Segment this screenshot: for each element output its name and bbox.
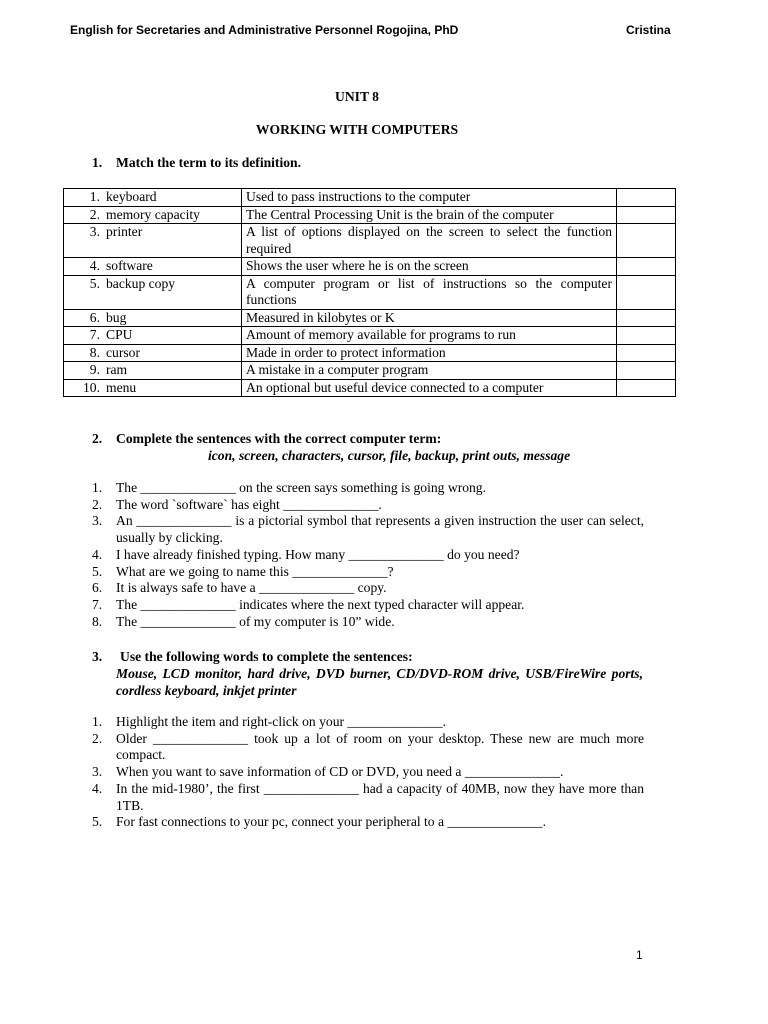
term-number: 4. <box>89 258 100 273</box>
term-text: backup copy <box>106 275 176 291</box>
definition-cell: Measured in kilobytes or K <box>242 309 617 327</box>
term-number: 2. <box>89 206 100 222</box>
answer-cell[interactable] <box>617 362 676 380</box>
item-number: 2. <box>92 730 103 746</box>
definition-cell: Amount of memory available for programs to run <box>242 327 617 345</box>
list-item <box>92 731 644 764</box>
item-number: 1. <box>92 480 103 495</box>
term-cell <box>64 258 242 276</box>
item-number: 4. <box>92 780 103 796</box>
term-text: printer <box>106 224 143 239</box>
table-row <box>64 275 676 309</box>
item-sentence: Highlight the item and right-click on your ______________. <box>116 714 446 729</box>
item-number: 5. <box>92 814 103 830</box>
unit-label: UNIT 8 <box>335 89 379 104</box>
answer-cell[interactable] <box>617 189 676 207</box>
term-number: 1. <box>89 189 100 204</box>
answer-cell[interactable] <box>617 344 676 362</box>
list-item <box>92 614 644 631</box>
definition-cell: A list of options displayed on the screen to select the function required <box>242 224 617 258</box>
section-2-list <box>92 480 644 630</box>
term-number: 6. <box>89 309 100 325</box>
header-author-course: English for Secretaries and Administrative Personnel Rogojina, PhD <box>70 23 459 37</box>
section-2-word-bank: icon, screen, characters, cursor, file, backup, print outs, message <box>208 448 571 463</box>
item-sentence: Older ______________ took up a lot of room on your desktop. These new are much more compact. <box>116 730 644 763</box>
item-number: 4. <box>92 546 103 562</box>
header-author-firstname: Cristina <box>626 23 671 37</box>
list-item <box>92 764 644 781</box>
term-number: 5. <box>89 275 100 291</box>
item-number: 1. <box>92 714 103 729</box>
section-3-word-bank: Mouse, LCD monitor, hard drive, DVD burner, CD/DVD-ROM drive, USB/FireWire ports, cordless keyboard, inkjet printer <box>116 666 643 698</box>
list-item <box>92 781 644 814</box>
term-text: menu <box>106 379 137 395</box>
term-cell <box>64 224 242 258</box>
list-item <box>92 814 644 831</box>
table-row <box>64 362 676 380</box>
item-number: 8. <box>92 613 103 629</box>
term-text: ram <box>106 362 128 377</box>
list-item <box>92 580 644 597</box>
term-text: bug <box>106 309 127 325</box>
section-2-title: Complete the sentences with the correct computer term: <box>116 431 442 446</box>
term-number: 3. <box>89 224 100 239</box>
list-item <box>92 564 644 581</box>
list-item <box>92 497 644 514</box>
section-3-title: Use the following words to complete the sentences: <box>120 649 413 664</box>
item-number: 3. <box>92 513 103 529</box>
item-sentence: When you want to save information of CD or DVD, you need a ______________. <box>116 764 564 780</box>
table-row <box>64 224 676 258</box>
item-sentence: The ______________ indicates where the next typed character will appear. <box>116 596 525 612</box>
term-cell <box>64 362 242 380</box>
answer-cell[interactable] <box>617 309 676 327</box>
item-sentence: For fast connections to your pc, connect your peripheral to a ______________. <box>116 814 546 830</box>
term-cell <box>64 189 242 207</box>
term-cell <box>64 327 242 345</box>
table-row <box>64 189 676 207</box>
section-3-list <box>92 714 644 831</box>
section-3-number: 3. <box>92 649 103 664</box>
table-row <box>64 379 676 397</box>
section-1-title: Match the term to its definition. <box>116 155 301 170</box>
answer-cell[interactable] <box>617 327 676 345</box>
term-text: software <box>106 258 153 273</box>
term-number: 9. <box>89 362 100 377</box>
table-row <box>64 206 676 224</box>
term-cell <box>64 344 242 362</box>
definition-cell: An optional but useful device connected to a computer <box>242 379 617 397</box>
term-text: cursor <box>106 344 140 360</box>
list-item <box>92 513 644 546</box>
term-text: CPU <box>106 327 133 342</box>
item-number: 5. <box>92 563 103 579</box>
item-number: 2. <box>92 496 103 512</box>
term-cell <box>64 275 242 309</box>
list-item <box>92 597 644 614</box>
item-sentence: It is always safe to have a ______________ copy. <box>116 580 387 596</box>
answer-cell[interactable] <box>617 206 676 224</box>
definition-cell: A mistake in a computer program <box>242 362 617 380</box>
matching-table-body <box>64 189 676 397</box>
section-2-number: 2. <box>92 431 103 446</box>
item-sentence: What are we going to name this ______________? <box>116 563 394 579</box>
list-item <box>92 547 644 564</box>
item-sentence: In the mid-1980’, the first ______________ had a capacity of 40MB, now they have more than 1TB. <box>116 780 644 813</box>
answer-cell[interactable] <box>617 258 676 276</box>
term-cell <box>64 206 242 224</box>
item-number: 3. <box>92 764 103 780</box>
item-number: 6. <box>92 580 103 596</box>
section-1-number: 1. <box>92 155 103 170</box>
item-sentence: The ______________ on the screen says something is going wrong. <box>116 480 487 495</box>
item-sentence: I have already finished typing. How many ______________ do you need? <box>116 546 520 562</box>
term-number: 10. <box>83 379 100 395</box>
item-number: 7. <box>92 596 103 612</box>
term-text: memory capacity <box>106 206 200 222</box>
term-number: 7. <box>89 327 100 342</box>
list-item <box>92 714 644 731</box>
term-cell <box>64 379 242 397</box>
list-item <box>92 480 644 497</box>
page-number: 1 <box>636 948 643 962</box>
section-1-heading <box>92 154 301 171</box>
section-3-heading <box>92 648 413 665</box>
definition-cell: Shows the user where he is on the screen <box>242 258 617 276</box>
answer-cell[interactable] <box>617 379 676 397</box>
definition-cell: The Central Processing Unit is the brain of the computer <box>242 206 617 224</box>
term-cell <box>64 309 242 327</box>
item-sentence: The ______________ of my computer is 10” wide. <box>116 613 395 629</box>
answer-cell[interactable] <box>617 275 676 309</box>
matching-table <box>63 188 676 397</box>
table-row <box>64 309 676 327</box>
table-row <box>64 344 676 362</box>
item-sentence: An ______________ is a pictorial symbol that represents a given instruction the user can select, usually by clicking. <box>116 513 644 546</box>
definition-cell: A computer program or list of instructions so the computer functions <box>242 275 617 309</box>
definition-cell: Used to pass instructions to the computer <box>242 189 617 207</box>
page-title: WORKING WITH COMPUTERS <box>255 122 459 137</box>
definition-cell: Made in order to protect information <box>242 344 617 362</box>
item-sentence: The word `software` has eight ______________. <box>116 496 382 512</box>
term-text: keyboard <box>106 189 157 204</box>
section-2-heading <box>92 430 441 447</box>
answer-cell[interactable] <box>617 224 676 258</box>
table-row <box>64 258 676 276</box>
table-row <box>64 327 676 345</box>
term-number: 8. <box>89 344 100 360</box>
